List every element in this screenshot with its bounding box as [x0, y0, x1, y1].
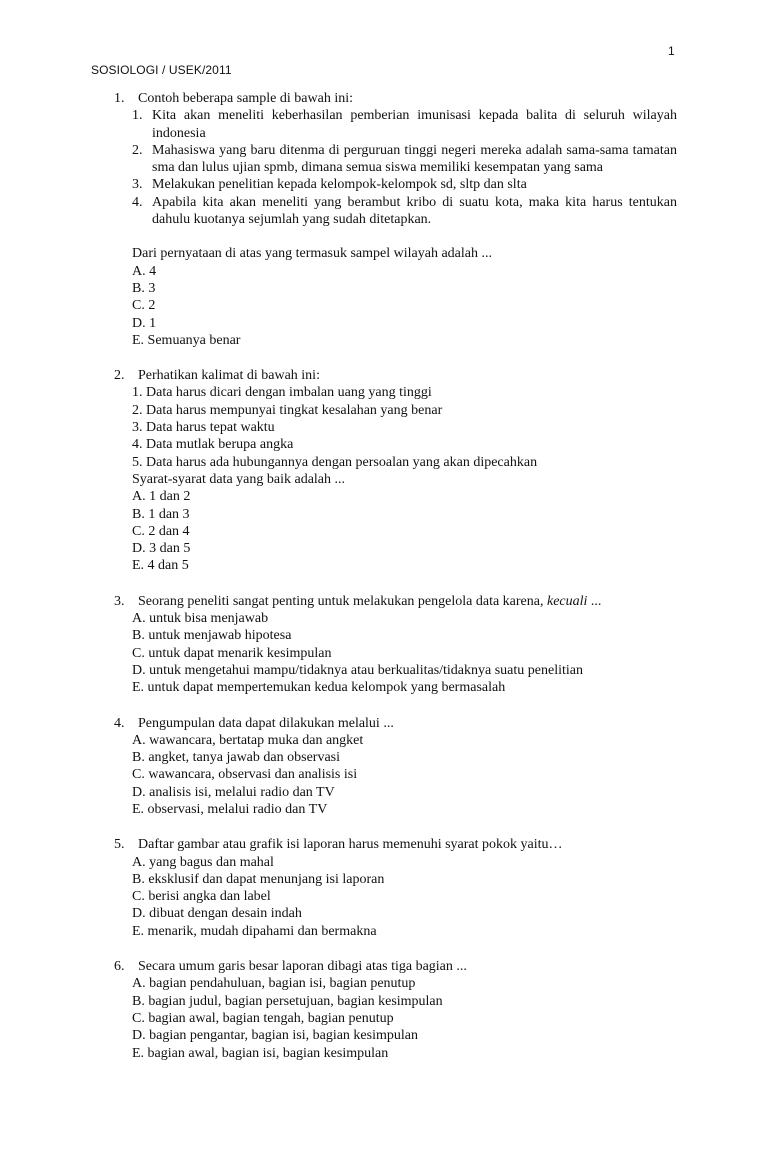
option-a: A. wawancara, bertatap muka dan angket — [132, 732, 364, 748]
question-number: 6. — [114, 959, 125, 975]
question-prompt: Contoh beberapa sample di bawah ini: — [138, 91, 353, 106]
option-d: D. dibuat dengan desain indah — [132, 906, 302, 922]
question-number: 4. — [114, 715, 125, 731]
statement-item: 3. Data harus tepat waktu — [132, 420, 275, 436]
option-b: B. 1 dan 3 — [132, 506, 190, 522]
italic-keyword: kecuali — [546, 593, 588, 609]
option-d: D. 1 — [132, 315, 157, 331]
option-d: D. analisis isi, melalui radio dan TV — [132, 784, 335, 800]
question-prompt: Daftar gambar atau grafik isi laporan harus memenuhi syarat pokok yaitu… — [138, 837, 563, 853]
statement-item: 5. Data harus ada hubungannya dengan persoalan yang akan dipecahkan — [132, 454, 538, 470]
option-d: D. bagian pengantar, bagian isi, bagian kesimpulan — [132, 1028, 418, 1044]
question-4 — [114, 715, 677, 819]
option-c: C. berisi angka dan label — [132, 889, 271, 905]
option-a: A. yang bagus dan mahal — [132, 854, 274, 870]
page-header: SOSIOLOGI / USEK/2011 — [91, 63, 232, 77]
statement-item: 3. Melakukan penelitian kepada kelompok-kelompok sd, sltp dan slta — [132, 177, 527, 193]
question-list — [114, 90, 677, 1080]
option-e: E. Semuanya benar — [132, 332, 241, 348]
option-e: E. observasi, melalui radio dan TV — [132, 801, 328, 817]
option-e: E. menarik, mudah dipahami dan bermakna — [132, 923, 377, 939]
question-number: 1. — [114, 91, 125, 106]
option-a: A. 1 dan 2 — [132, 489, 191, 505]
statement-item: 4. Data mutlak berupa angka — [132, 437, 294, 453]
statement-item: 2. Data harus mempunyai tingkat kesalahan yang benar — [132, 402, 443, 418]
option-e: E. bagian awal, bagian isi, bagian kesimpulan — [132, 1045, 389, 1061]
statement-item: 4. Apabila kita akan meneliti yang berambut kribo di suatu kota, maka kita harus tentukan dahulu kuotanya sejumlah yang sudah ditetapkan. — [132, 194, 677, 228]
option-a: A. 4 — [132, 263, 157, 279]
option-a: A. untuk bisa menjawab — [132, 611, 269, 627]
statement-item: 1. Kita akan meneliti keberhasilan pemberian imunisasi kepada balita di seluruh wilayah indonesia — [132, 108, 677, 141]
option-b: B. 3 — [132, 280, 156, 296]
statement-item: 1. Data harus dicari dengan imbalan uang yang tinggi — [132, 385, 432, 401]
question-3 — [114, 593, 677, 697]
option-c: C. bagian awal, bagian tengah, bagian penutup — [132, 1010, 394, 1026]
option-b: B. eksklusif dan dapat menunjang isi laporan — [132, 871, 385, 887]
question-number: 5. — [114, 837, 125, 853]
question-prompt: Secara umum garis besar laporan dibagi atas tiga bagian ... — [138, 959, 467, 975]
question-1 — [114, 90, 677, 349]
option-c: C. wawancara, observasi dan analisis isi — [132, 767, 358, 783]
question-text: Dari pernyataan di atas yang termasuk sampel wilayah adalah ... — [132, 246, 492, 262]
option-c: C. 2 — [132, 298, 156, 314]
question-prompt: Seorang peneliti sangat penting untuk melakukan pengelola data karena, kecuali ... — [138, 593, 602, 609]
option-c: C. untuk dapat menarik kesimpulan — [132, 645, 332, 661]
option-e: E. untuk dapat mempertemukan kedua kelompok yang bermasalah — [132, 680, 506, 696]
option-b: B. angket, tanya jawab dan observasi — [132, 750, 340, 766]
question-prompt: Pengumpulan data dapat dilakukan melalui ... — [138, 715, 394, 731]
statement-item: 2. Mahasiswa yang baru ditenma di perguruan tinggi negeri mereka adalah sama-sama tamatan sma dan lulus ujian spmb, dimana semua siswa memiliki kesempatan yang sama — [132, 142, 677, 176]
option-c: C. 2 dan 4 — [132, 523, 190, 539]
question-prompt: Perhatikan kalimat di bawah ini: — [138, 368, 320, 384]
question-2 — [114, 367, 677, 575]
option-d: D. 3 dan 5 — [132, 541, 191, 557]
question-6 — [114, 958, 677, 1062]
question-number: 2. — [114, 368, 125, 384]
question-text: Syarat-syarat data yang baik adalah ... — [132, 471, 346, 487]
question-number: 3. — [114, 593, 125, 609]
option-b: B. untuk menjawab hipotesa — [132, 628, 292, 644]
page-number: 1 — [668, 44, 675, 58]
option-d: D. untuk mengetahui mampu/tidaknya atau berkualitas/tidaknya suatu penelitian — [132, 662, 583, 678]
option-b: B. bagian judul, bagian persetujuan, bagian kesimpulan — [132, 993, 443, 1009]
option-e: E. 4 dan 5 — [132, 558, 189, 574]
question-5 — [114, 836, 677, 940]
option-a: A. bagian pendahuluan, bagian isi, bagian penutup — [132, 976, 416, 992]
